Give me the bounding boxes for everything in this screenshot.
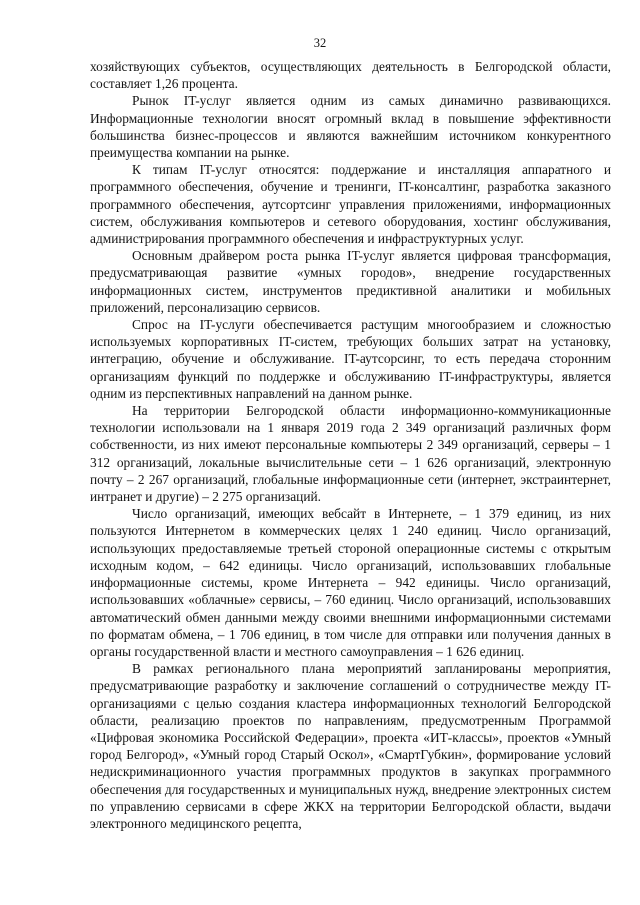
page-number: 32 xyxy=(313,36,327,50)
paragraph: Рынок IT-услуг является одним из самых динамично развивающихся. Информационные технологии вносят огромный вклад в повышение эффективности большинства бизнес-процессов и являются важнейшим источником конкурентного преимущества компании на рынке. xyxy=(90,93,611,161)
paragraph: Число организаций, имеющих вебсайт в Интернете, – 1 379 единиц, из них пользуются Интернетом в коммерческих целях 1 240 единиц. Число организаций, использующих предоставляемые третьей стороной операционные системы с открытым исходным кодом, – 642 единицы. Число организаций, использовавших глобальные информационные системы, кроме Интернета – 942 единицы. Число организаций, использовавших «облачные» сервисы, – 760 единиц. Число организаций, использовавших автоматический обмен данными между своими внешними информационными системами по форматам обмена, – 1 706 единиц, в том числе для отправки или получения данных в органы государственной власти и местного самоуправления – 1 626 единиц. xyxy=(90,506,611,659)
paragraph: На территории Белгородской области информационно-коммуникационные технологии использовали на 1 января 2019 года 2 349 организаций различных форм собственности, из них имеют персональные компьютеры 2 349 организаций, серверы – 1 312 организаций, локальные вычислительные сети – 1 626 организаций, электронную почту – 2 267 организаций, глобальные информационные сети (интернет, экстраинтернет, интранет и другие) – 2 275 организаций. xyxy=(90,403,611,505)
paragraph: К типам IT-услуг относятся: поддержание и инсталляция аппаратного и программного обеспечения, обучение и тренинги, IT-консалтинг, разработка заказного программного обеспечения, аутсортсинг управления приложениями, информационных систем, обслуживания компьютеров и сетевого оборудования, хостинг обслуживания, администрирования программного обеспечения и инфраструктурных услуг. xyxy=(90,162,611,247)
paragraph: Основным драйвером роста рынка IT-услуг является цифровая трансформация, предусматривающая развитие «умных городов», внедрение государственных информационных систем, инструментов предиктивной аналитики и мобильных приложений, персонализацию сервисов. xyxy=(90,248,611,315)
document-body xyxy=(90,58,611,832)
paragraph: Спрос на IT-услуги обеспечивается растущим многообразием и сложностью используемых корпоративных IT-систем, требующих больших затрат на установку, интеграцию, обучение и обслуживание. IT-аутсорсинг, то есть передача сторонним организациям функций по поддержке и обслуживанию IT-инфраструктуры, является одним из перспективных направлений на данном рынке. xyxy=(90,317,611,401)
paragraph: В рамках регионального плана мероприятий запланированы мероприятия, предусматривающие разработку и заключение соглашений о сотрудничестве между IT-организациями с целью создания кластера информационных технологий Белгородской области, реализацию проектов по направлениям, предусмотренным Программой «Цифровая экономика Российской Федерации», проекта «ИТ-классы», проектов «Умный город Белгород», «Умный город Старый Оскол», «СмартГубкин», формирование условий недискриминационного участия программных продуктов в закупках программного обеспечения для государственных и муниципальных нужд, внедрение электронных систем по управлению сервисами в сфере ЖКХ на территории Белгородской области, выдачи электронного медицинского рецепта, xyxy=(90,661,611,831)
paragraph: хозяйствующих субъектов, осуществляющих деятельность в Белгородской области, составляет 1,26 процента. xyxy=(90,59,611,92)
